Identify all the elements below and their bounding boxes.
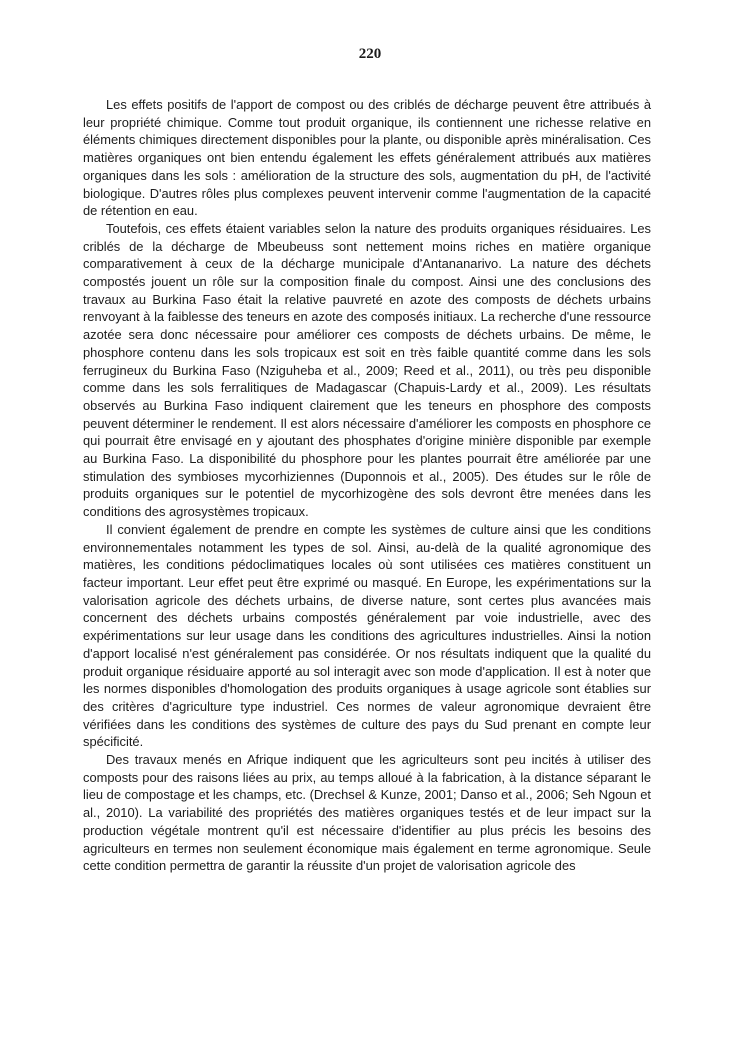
paragraph-3: Il convient également de prendre en compte les systèmes de culture ainsi que les conditions environnementales notamment les types de sol. Ainsi, au-delà de la qualité agronomique des matières, les conditions pédoclimatiques locales où sont utilisées ces matières constituent un facteur important. Leur effet peut être exprimé ou masqué. En Europe, les expérimentations sur la valorisation agricole des déchets urbains, de diverse nature, sont certes plus avancées mais concernent des déchets urbains compostés généralement par voie industrielle, avec des expérimentations sur leur usage dans les conditions des agricultures industrielles. Ainsi la notion d'apport localisé n'est généralement pas considérée. Or nos résultats indiquent que la qualité du produit organique résiduaire apporté au sol interagit avec son mode d'application. Il est à noter que les normes disponibles d'homologation des produits organiques à usage agricole sont établies sur des critères d'agriculture type industriel. Ces normes de valeur agronomique devraient être vérifiées dans les conditions des systèmes de culture des pays du Sud prenant en compte leur spécificité. [83,521,651,750]
page-number: 220 [358,46,382,62]
paragraph-1: Les effets positifs de l'apport de compost ou des criblés de décharge peuvent être attribués à leur propriété chimique. Comme tout produit organique, ils contiennent une richesse relative en éléments chimiques directement disponibles pour la plante, ou disponible après minéralisation. Ces matières organiques ont bien entendu également les effets généralement attribués aux matières organiques dans les sols : amélioration de la structure des sols, augmentation du pH, de l'activité biologique. D'autres rôles plus complexes peuvent intervenir comme l'augmentation de la capacité de rétention en eau. [83,97,651,219]
paragraph-2: Toutefois, ces effets étaient variables selon la nature des produits organiques résiduaires. Les criblés de la décharge de Mbeubeuss sont nettement moins riches en matière organique comparativement à ceux de la décharge municipale d'Antananarivo. La nature des déchets compostés jouent un rôle sur la composition finale du compost. Ainsi une des conclusions des travaux au Burkina Faso était la relative pauvreté en azote des composts de déchets urbains renvoyant à la faiblesse des teneurs en azote des composés initiaux. La recherche d'une ressource azotée sera donc nécessaire pour améliorer ces composts de déchets urbains. De même, le phosphore contenu dans les sols tropicaux est soit en très faible quantité comme dans les sols ferrugineux du Burkina Faso (Nziguheba et al., 2009; Reed et al., 2011), ou très peu disponible comme dans les sols ferralitiques de Madagascar (Chapuis-Lardy et al., 2009). Les résultats observés au Burkina Faso indiquent clairement que les teneurs en phosphore des composts peuvent déterminer le rendement. Il est alors nécessaire d'améliorer les composts en phosphore ce qui pourrait être envisagé en y ajoutant des phosphates d'origine minière disponible par exemple au Burkina Faso. La disponibilité du phosphore pour les plantes pourrait être améliorée par une stimulation des symbioses mycorhiziennes (Duponnois et al., 2005). Des études sur le rôle de produits organiques sur le potentiel de mycorhizogène des sols devront être menées dans les conditions des agrosystèmes tropicaux. [83,220,651,520]
paragraph-4: Des travaux menés en Afrique indiquent que les agriculteurs sont peu incités à utiliser des composts pour des raisons liées au prix, au temps alloué à la fabrication, à la distance séparant le lieu de compostage et les champs, etc. (Drechsel & Kunze, 2001; Danso et al., 2006; Seh Ngoun et al., 2010). La variabilité des propriétés des matières organiques testés et de leur impact sur la production végétale montrent qu'il est nécessaire d'identifier au plus précis les besoins des agriculteurs en termes non seulement économique mais également en terme agronomique. Seule cette condition permettra de garantir la réussite d'un projet de valorisation agricole des [83,752,651,874]
body-text [83,96,651,875]
